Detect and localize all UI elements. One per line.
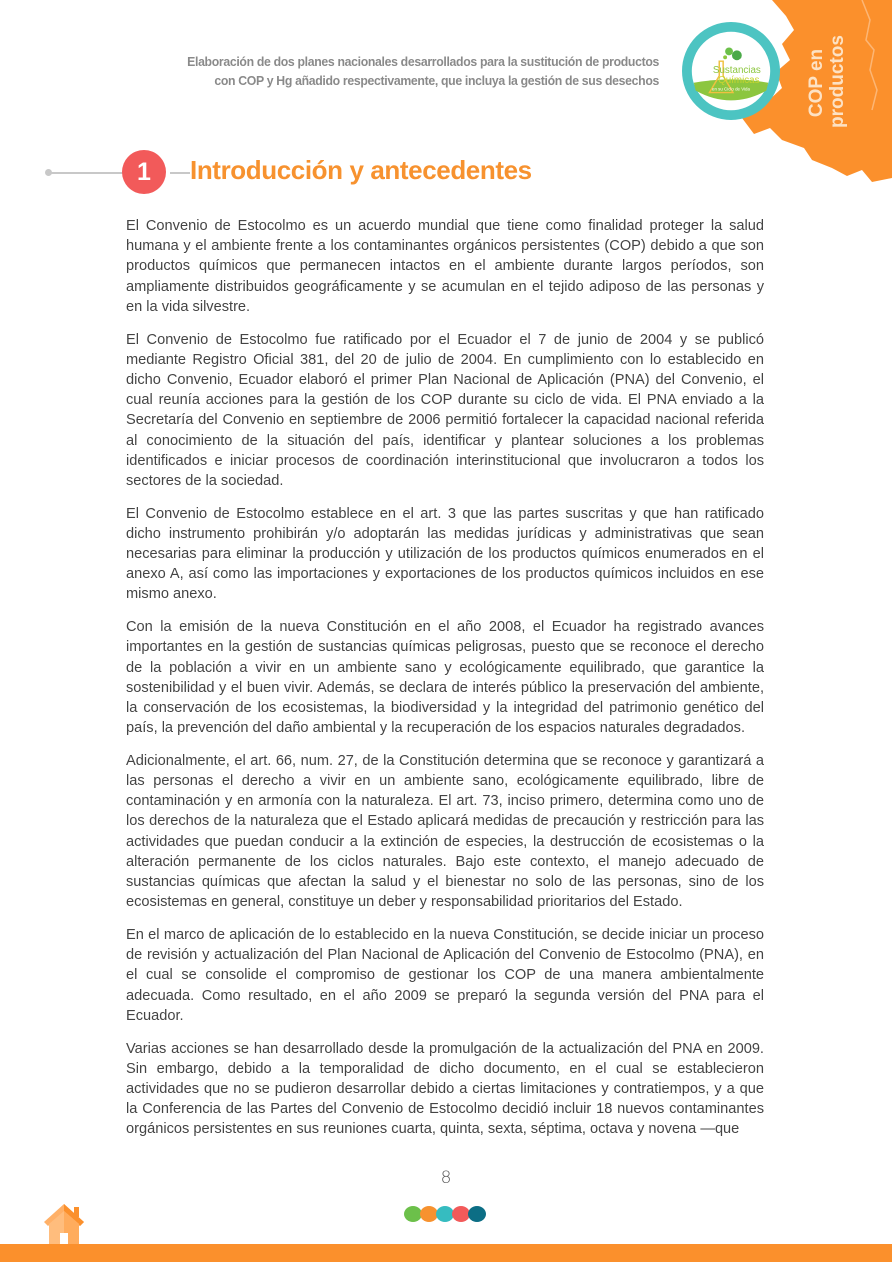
paragraph: En el marco de aplicación de lo establecido en la nueva Constitución, se decide iniciar un proceso de revisión y actualización del Plan Nacional de Aplicación del Convenio de Estocolmo (PNA), en el cual se consolide el compromiso de gestionar los COP de una manera ambientalmente adecuada. Como resultado, en el año 2009 se preparó la segunda versión del PNA para el Ecuador. — [126, 927, 764, 1024]
paragraph: El Convenio de Estocolmo es un acuerdo mundial que tiene como finalidad proteger la salud humana y el ambiente frente a los contaminantes orgánicos persistentes (COP) debido a que son productos químicos que permanecen intactos en el ambiente durante largos períodos, son ampliamente distribuidos geográficamente y se acumulan en el tejido adiposo de las personas y en la vida silvestre. — [126, 218, 764, 315]
logo-tagline: en su Ciclo de Vida — [712, 86, 750, 92]
body-content — [126, 216, 764, 1152]
page-number: 8 — [440, 1168, 452, 1188]
section-number-badge: 1 — [122, 150, 166, 194]
footer-bar — [0, 1244, 892, 1262]
side-tag-line2: productos — [827, 35, 848, 128]
logo-name-line1: Sustancias — [712, 64, 761, 76]
home-icon[interactable] — [40, 1204, 88, 1246]
section-divider-line-right — [170, 172, 190, 174]
logo-name-line2: Químicas — [718, 74, 760, 86]
section-side-tag — [806, 35, 850, 128]
section-divider-line — [48, 172, 128, 174]
dot-dark-teal — [468, 1206, 486, 1222]
header-title-line1: Elaboración de dos planes nacionales desarrollados para la sustitución de productos — [187, 54, 659, 69]
sustancias-quimicas-logo — [682, 22, 780, 120]
color-dots-decoration — [404, 1206, 484, 1222]
document-header-title — [175, 52, 659, 90]
paragraph: El Convenio de Estocolmo fue ratificado por el Ecuador el 7 de junio de 2004 y se publicó mediante Registro Oficial 381, del 20 de julio de 2004. En cumplimiento con lo establecido en dicho Convenio, Ecuador elaboró el primer Plan Nacional de Aplicación (PNA) del Convenio, el cual reunía acciones para la gestión de los COP durante su ciclo de vida. El PNA enviado a la Secretaría del Convenio en septiembre de 2006 permitió fortalecer la capacidad nacional referida al conocimiento de la situación del país, identificar y plantear soluciones a los problemas identificados e iniciar procesos de coordinación interinstitucional que involucraron a todos los sectores de la sociedad. — [126, 331, 764, 489]
paragraph: Varias acciones se han desarrollado desde la promulgación de la actualización del PNA en 2009. Sin embargo, debido a la temporalidad de dicho documento, en el cual se establecieron actividades que no se pudieron desarrollar debido a ciertas limitaciones y contratiempos, y a que la Conferencia de las Partes del Convenio de Estocolmo decidió incluir 18 nuevos contaminantes orgánicos persistentes en sus reuniones cuarta, quinta, sexta, séptima, octava y novena —que — [126, 1040, 764, 1138]
header-title-line2: con COP y Hg añadido respectivamente, que incluya la gestión de sus desechos — [214, 73, 659, 88]
side-tag-line1: COP en — [806, 48, 827, 118]
section-title: Introducción y antecedentes — [190, 155, 532, 185]
paragraph: El Convenio de Estocolmo establece en el art. 3 que las partes suscritas y que han ratificado dicho instrumento prohibirán y/o adoptarán las medidas jurídicas y administrativas que sean necesarias para eliminar la producción y utilización de los productos químicos enumerados en el anexo A, así como las importaciones y exportaciones de los productos químicos incluidos en ese mismo anexo. — [126, 505, 764, 603]
paragraph: Adicionalmente, el art. 66, num. 27, de la Constitución determina que se reconoce y garantizará a las personas el derecho a vivir en un ambiente sano, ecológicamente equilibrado, libre de contaminación y en armonía con la naturaleza. El art. 73, inciso primero, determina como uno de los derechos de la naturaleza que el Estado aplicará medidas de precaución y restricción para las actividades que puedan conducir a la extinción de especies, la destrucción de ecosistemas o la alteración permanente de los ciclos naturales. Bajo este contexto, el manejo adecuado de sustancias químicas que afectan la salud y el bienestar no solo de las personas, sino de los ecosistemas en general, constituye un deber y responsabilidad prioritarios del Estado. — [126, 752, 764, 911]
paragraph: Con la emisión de la nueva Constitución en el año 2008, el Ecuador ha registrado avances importantes en la gestión de sustancias químicas peligrosas, puesto que se reconoce el derecho de la población a vivir en un ambiente sano y ecológicamente equilibrado, que garantice la sostenibilidad y el buen vivir. Además, se declara de interés público la preservación del ambiente, la conservación de los ecosistemas, la biodiversidad y la integridad del patrimonio genético del país, la prevención del daño ambiental y la recuperación de los espacios naturales degradados. — [126, 619, 764, 737]
